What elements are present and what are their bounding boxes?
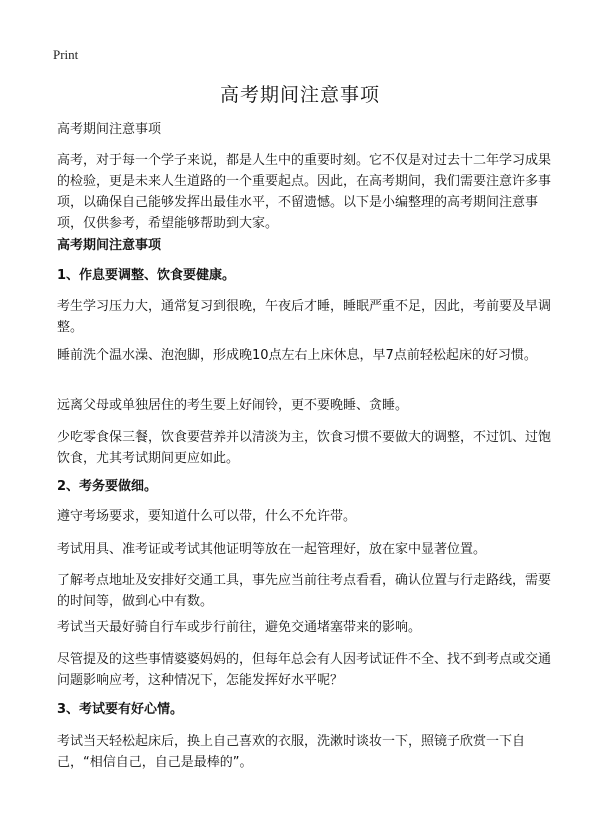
section-1-paragraph-1: 考生学习压力大，通常复习到很晚，午夜后才睡，睡眠严重不足，因此，考前要及早调整。 <box>57 299 552 335</box>
document-subtitle: 高考期间注意事项 <box>57 122 162 137</box>
section-2-paragraph-2: 考试用具、准考证或考试其他证明等放在一起管理好，放在家中显著位置。 <box>57 542 487 557</box>
section-1-paragraph-4: 少吃零食保三餐，饮食要营养并以清淡为主，饮食习惯不要做大的调整，不过饥、过饱饮食，尤其考试期间更应如此。 <box>57 430 552 466</box>
section-2-paragraph-4: 考试当天最好骑自行车或步行前往，避免交通堵塞带来的影响。 <box>57 620 422 635</box>
document-title: 高考期间注意事项 <box>219 84 380 106</box>
section-3-paragraph-1: 考试当天轻松起床后，换上自己喜欢的衣服，洗漱时谈妆一下，照镜子欣赏一下自己，“相信自己，自己是最棒的”。 <box>57 734 526 770</box>
section-2-paragraph-3: 了解考点地址及安排好交通工具，事先应当前往考点看看，确认位置与行走路线，需要的时间等，做到心中有数。 <box>57 573 552 609</box>
section-1-paragraph-2: 睡前洗个温水澡、泡泡脚，形成晚10点左右上床休息，早7点前轻松起床的好习惯。 <box>57 348 537 363</box>
print-link[interactable]: Print <box>53 47 79 62</box>
section-2-paragraph-5: 尽管提及的这些事情婆婆妈妈的，但每年总会有人因考试证件不全、找不到考点或交通问题影响应考，这种情况下，怎能发挥好水平呢？ <box>57 652 552 688</box>
section-3-heading: 3、考试要有好心情。 <box>57 702 184 717</box>
section-1-paragraph-3: 远离父母或单独居住的考生要上好闹铃，更不要晚睡、贪睡。 <box>57 398 409 413</box>
section-2-heading: 2、考务要做细。 <box>57 479 158 494</box>
section-2-paragraph-1: 遵守考场要求，要知道什么可以带，什么不允许带。 <box>57 509 357 524</box>
section-heading: 高考期间注意事项 <box>57 238 162 253</box>
section-1-heading: 1、作息要调整、饮食要健康。 <box>57 268 236 283</box>
intro-paragraph: 高考，对于每一个学子来说，都是人生中的重要时刻。它不仅是对过去十二年学习成果的检验，更是未来人生道路的一个重要起点。因此，在高考期间，我们需要注意许多事项，以确保自己能够发挥出最佳水平，不留遗憾。以下是小编整理的高考期间注意事项，仅供参考，希望能够帮助到大家。 <box>57 153 552 231</box>
